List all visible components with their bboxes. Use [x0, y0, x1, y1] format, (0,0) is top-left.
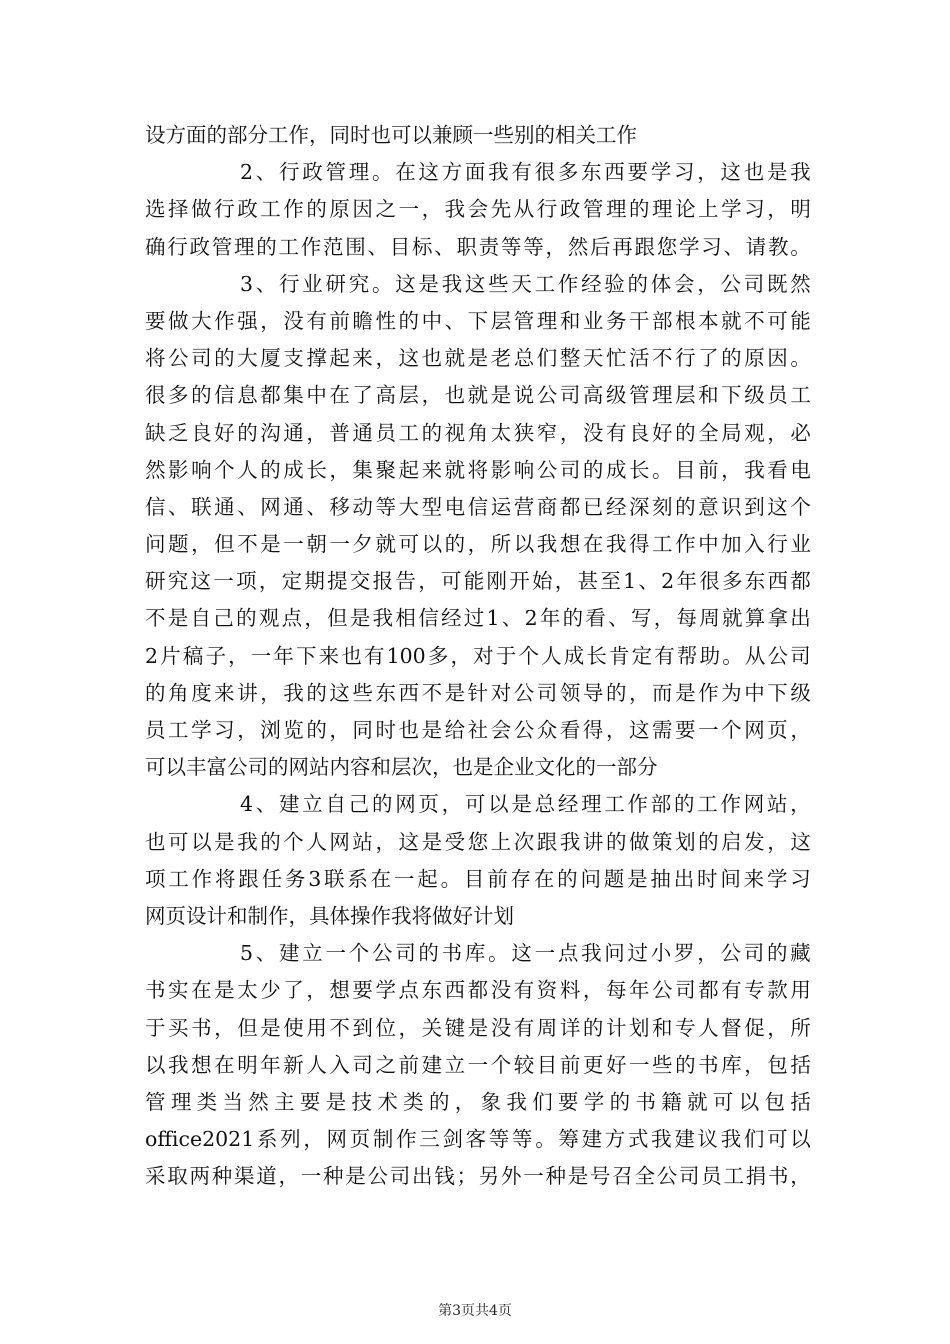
page-number: 第3页共4页 [438, 1303, 512, 1319]
text-line: 不 是 自 己 的 观 点 ， 但 是 我 相 信 经 过 1 、 2 年 的 看 、 写 ， 每 周 就 算 拿 出 [145, 606, 811, 631]
text-line: 确 行 政 管 理 的 工 作 范 围 、 目 标 、 职 责 等 等 ， 然 后 再 跟 您 学 习 、 请 教 。 [145, 234, 811, 259]
text-line: 研 究 这 一 项 ， 定 期 提 交 报 告 ， 可 能 刚 开 始 ， 甚 至 1 、 2 年 很 多 东 西 都 [145, 569, 811, 594]
text-line: 选 择 做 行 政 工 作 的 原 因 之 一 ， 我 会 先 从 行 政 管 理 的 理 论 上 学 习 ， 明 [145, 197, 811, 222]
text-line: 书 实 在 是 太 少 了 ， 想 要 学 点 东 西 都 没 有 资 料 ， 每 年 公 司 都 有 专 款 用 [145, 978, 811, 1003]
text-line: 项 工 作 将 跟 任 务 3 联 系 在 一 起 。 目 前 存 在 的 问 题 是 抽 出 时 间 来 学 习 [145, 866, 811, 891]
text-line: 采 取 两 种 渠 道 ， 一 种 是 公 司 出 钱 ； 另 外 一 种 是 号 召 全 公 司 员 工 捐 书 ， [145, 1164, 811, 1189]
text-line: 信 、 联 通 、 网 通 、 移 动 等 大 型 电 信 运 营 商 都 已 经 深 刻 的 意 识 到 这 个 [145, 494, 811, 519]
text-line: 可以丰富公司的网站内容和层次，也是企业文化的一部分 [145, 755, 658, 780]
text-line: 4 、 建 立 自 己 的 网 页 ， 可 以 是 总 经 理 工 作 部 的 工 作 网 站 ， [240, 792, 811, 817]
text-line: 将 公 司 的 大 厦 支 撑 起 来 ， 这 也 就 是 老 总 们 整 天 忙 活 不 行 了 的 原 因 。 [145, 346, 811, 371]
text-line: 然 影 响 个 人 的 成 长 ， 集 聚 起 来 就 将 影 响 公 司 的 成 长 。 目 前 ， 我 看 电 [145, 457, 811, 482]
text-line: 员 工 学 习 ， 浏 览 的 ， 同 时 也 是 给 社 会 公 众 看 得 ， 这 需 要 一 个 网 页 ， [145, 718, 811, 742]
text-line: 很 多 的 信 息 都 集 中 在 了 高 层 ， 也 就 是 说 公 司 高 级 管 理 层 和 下 级 员 工 [145, 383, 811, 408]
text-line: 5 、 建 立 一 个 公 司 的 书 库 。 这 一 点 我 问 过 小 罗 ， 公 司 的 藏 [240, 941, 811, 966]
text-line: 缺 乏 良 好 的 沟 通 ， 普 通 员 工 的 视 角 太 狭 窄 ， 没 有 良 好 的 全 局 观 ， 必 [145, 420, 811, 445]
document-body [145, 117, 811, 1195]
text-line: 要 做 大 作 强 ， 没 有 前 瞻 性 的 中 、 下 层 管 理 和 业 务 干 部 根 本 就 不 可 能 [145, 308, 811, 333]
text-line: office2021 系 列 ， 网 页 制 作 三 剑 客 等 等 。 筹 建 方 式 我 建 议 我 们 可 以 [145, 1127, 811, 1152]
text-line: 也 可 以 是 我 的 个 人 网 站 ， 这 是 受 您 上 次 跟 我 讲 的 做 策 划 的 启 发 ， 这 [145, 829, 811, 854]
text-line: 管 理 类 当 然 主 要 是 技 术 类 的 ， 象 我 们 要 学 的 书 籍 就 可 以 包 括 [145, 1089, 811, 1114]
text-line: 问 题 ， 但 不 是 一 朝 一 夕 就 可 以 的 ， 所 以 我 想 在 我 得 工 作 中 加 入 行 业 [145, 532, 811, 557]
text-line: 于 买 书 ， 但 是 使 用 不 到 位 ， 关 键 是 没 有 周 详 的 计 划 和 专 人 督 促 ， 所 [145, 1015, 811, 1040]
text-line: 2 片 稿 子 ， 一 年 下 来 也 有 100 多 ， 对 于 个 人 成 长 肯 定 有 帮 助 。 从 公 司 [145, 643, 811, 668]
text-line: 以 我 想 在 明 年 新 人 入 司 之 前 建 立 一 个 较 目 前 更 好 一 些 的 书 库 ， 包 括 [145, 1052, 811, 1077]
text-line: 设方面的部分工作，同时也可以兼顾一些别的相关工作 [145, 123, 637, 147]
text-line: 3 、 行 业 研 究 。 这 是 我 这 些 天 工 作 经 验 的 体 会 ， 公 司 既 然 [240, 271, 811, 296]
text-line: 的 角 度 来 讲 ， 我 的 这 些 东 西 不 是 针 对 公 司 领 导 的 ， 而 是 作 为 中 下 级 [145, 680, 811, 705]
text-line: 2 、 行 政 管 理 。 在 这 方 面 我 有 很 多 东 西 要 学 习 ， 这 也 是 我 [240, 160, 811, 185]
text-line: 网页设计和制作，具体操作我将做好计划 [145, 903, 514, 928]
